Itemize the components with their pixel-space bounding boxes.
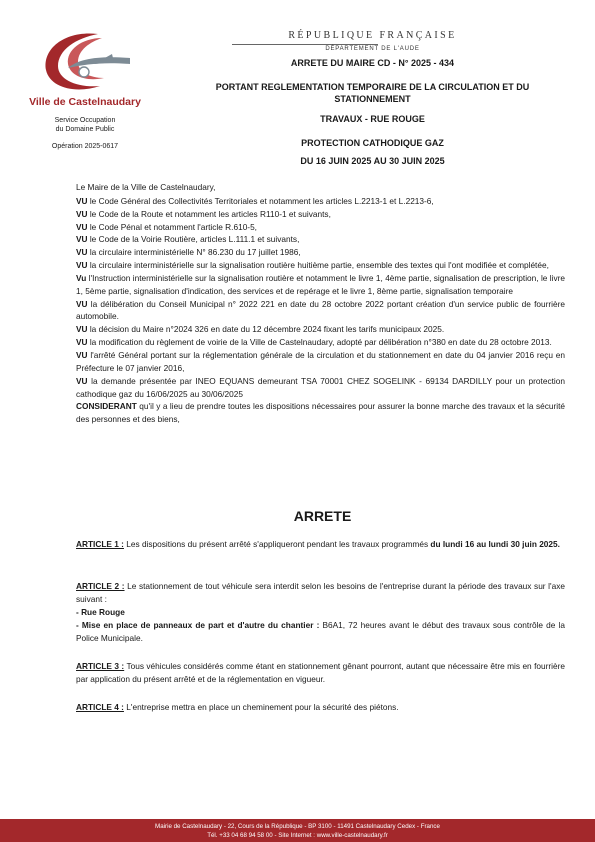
city-logo (38, 28, 134, 98)
article-2-street: - Rue Rouge (76, 607, 125, 617)
considerant-text: la délibération du Conseil Municipal n° 2022 221 en date du 28 octobre 2022 portant création d'un service public de fourrière automobile. (76, 298, 565, 322)
considerant-item (76, 221, 565, 234)
intro-line: Le Maire de la Ville de Castelnaudary, (76, 182, 216, 192)
article-4-text: L'entreprise mettra en place un cheminement pour la sécurité des piétons. (123, 702, 399, 712)
considerant-keyword: VU (76, 208, 88, 219)
footer-bar (0, 819, 595, 842)
considerant-keyword: VU (76, 349, 88, 360)
title-line-2: STATIONNEMENT (334, 94, 411, 104)
considerant-text: le Code de la Voirie Routière, articles L.111.1 et suivants, (87, 234, 300, 245)
title-line-1: PORTANT REGLEMENTATION TEMPORAIRE DE LA CIRCULATION ET DU (215, 82, 530, 92)
considerant-keyword: VU (76, 324, 88, 335)
article-2-label: ARTICLE 2 : (76, 581, 125, 591)
considerant-text: l'Instruction interministérielle sur la signalisation routière et notamment le livre 1, 4ème partie, signalisation de prescription, le livre 1, 5ème partie, signalisation d'indication, des services et de repérage et le livre 1, 8ème partie, signalisation temporaire (76, 272, 565, 296)
considerant-text: la décision du Maire n°2024 326 en date du 12 décembre 2024 fixant les tarifs municipaux 2025. (87, 324, 445, 335)
article-1-text: Les dispositions du présent arrêté s'appliqueront pendant les travaux programmés (123, 539, 431, 549)
service-line-1: Service Occupation (54, 117, 116, 124)
considerant-keyword: Vu (76, 272, 87, 283)
article-1-dates: du lundi 16 au lundi 30 juin 2025. (430, 539, 560, 549)
considerant-text: le Code Pénal et notamment l'article R.610-5, (87, 221, 257, 232)
considerant-item (76, 375, 565, 401)
considerant-text: le Code de la Route et notamment les articles R110-1 et suivants, (87, 208, 331, 219)
considerant-item (76, 259, 565, 272)
considerant-item (76, 233, 565, 246)
considerant-keyword: VU (76, 375, 88, 386)
republique-header: RÉPUBLIQUE FRANÇAISE (288, 30, 457, 41)
article-3 (76, 660, 565, 686)
considerant-text: la modification du règlement de voirie de la Ville de Castelnaudary, adopté par délibération n°380 en date du 28 octobre 2013. (87, 337, 552, 348)
considerant-keyword: VU (76, 298, 88, 309)
header-divider (232, 44, 378, 45)
considerants-block (76, 181, 565, 426)
arrete-number: ARRETE DU MAIRE CD - N° 2025 - 434 (290, 58, 455, 68)
article-3-text: Tous véhicules considérés comme étant en stationnement gênant pourront, autant que nécessaire être mis en fourrière par application du présent arrêté et de la réglementation en vigueur. (76, 661, 565, 684)
protection-label: PROTECTION CATHODIQUE GAZ (301, 138, 444, 148)
considerant-keyword: VU (76, 234, 88, 245)
footer-contact: Tél. +33 04 68 94 58 00 - Site Internet : www.ville-castelnaudary.fr (207, 832, 388, 839)
article-3-label: ARTICLE 3 : (76, 661, 125, 671)
date-range: DU 16 JUIN 2025 AU 30 JUIN 2025 (300, 156, 445, 166)
departement-label: DÉPARTEMENT DE L'AUDE (325, 46, 420, 52)
article-1-label: ARTICLE 1 : (76, 539, 124, 549)
travaux-label: TRAVAUX - RUE ROUGE (320, 114, 425, 124)
considerant-item (76, 195, 565, 208)
footer-address: Mairie de Castelnaudary - 22, Cours de la République - BP 3100 - 11491 Castelnaudary Cedex - France (155, 823, 440, 830)
considerant-keyword: VU (76, 337, 88, 348)
article-1 (76, 538, 565, 551)
operation-number: Opération 2025-0617 (51, 143, 119, 150)
considerant-item (76, 336, 565, 349)
considerant-item (76, 349, 565, 375)
considerant-text: qu'il y a lieu de prendre toutes les dispositions nécessaires pour assurer la bonne marche des travaux et la sécurité des personnes et des biens, (76, 401, 565, 425)
article-2-signage-text: B6A1, 72 heures avant le début des travaux sous contrôle de la Police Municipale. (76, 620, 565, 643)
considerant-text: la demande présentée par INEO EQUANS demeurant TSA 70001 CHEZ SOGELINK - 69134 DARDILLY pour un protection cathodique gaz du 16/06/2025 au 30/06/2025 (76, 375, 565, 399)
considerant-keyword: CONSIDERANT (76, 401, 137, 412)
city-name: Ville de Castelnaudary (29, 96, 141, 108)
considerant-item (76, 272, 565, 298)
considerant-text: la circulaire interministérielle N° 86.230 du 17 juillet 1986, (87, 247, 301, 258)
service-line-2: du Domaine Public (55, 126, 115, 133)
considerant-text: l'arrêté Général portant sur la réglementation générale de la circulation et du stationnement en date du 04 janvier 2016 reçu en Préfecture le 07 janvier 2016, (76, 349, 565, 373)
article-4-label: ARTICLE 4 : (76, 702, 124, 712)
considerant-text: le Code Général des Collectivités Territoriales et notamment les articles L.2213-1 et L.2213-6, (87, 195, 434, 206)
considerant-item (76, 208, 565, 221)
considerant-keyword: VU (76, 260, 88, 271)
considerant-item (76, 298, 565, 324)
arrete-heading: ARRETE (293, 508, 352, 524)
article-4 (76, 701, 565, 714)
service-name (20, 116, 150, 134)
article-2 (76, 580, 565, 645)
considerant-text: la circulaire interministérielle sur la signalisation routière huitième partie, ensemble des textes qui l'ont modifiée et complétée, (87, 260, 549, 271)
considerant-keyword: VU (76, 247, 88, 258)
considerant-item (76, 400, 565, 426)
document-title (150, 81, 595, 105)
considerant-item (76, 323, 565, 336)
considerant-item (76, 246, 565, 259)
article-2-signage-label: - Mise en place de panneaux de part et d'autre du chantier : (76, 620, 320, 630)
considerant-keyword: VU (76, 195, 88, 206)
article-2-text: Le stationnement de tout véhicule sera interdit selon les besoins de l'entreprise durant la période des travaux sur l'axe suivant : (76, 581, 565, 604)
considerant-keyword: VU (76, 221, 88, 232)
